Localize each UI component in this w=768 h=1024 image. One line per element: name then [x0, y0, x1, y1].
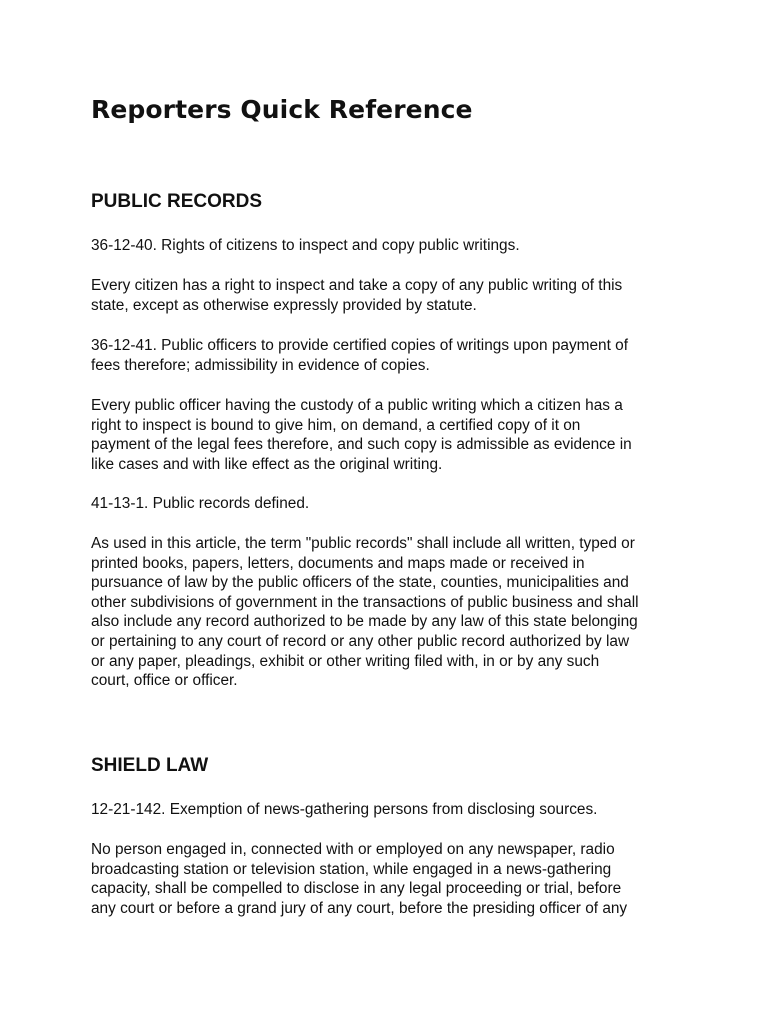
section-heading-public-records: PUBLIC RECORDS: [91, 191, 263, 212]
paragraph-line: other subdivisions of government in the transactions of public business and shall: [91, 593, 639, 611]
statute-title-41-13-1: [91, 494, 691, 514]
statute-title-12-21-142: [91, 800, 691, 820]
paragraph-line: or pertaining to any court of record or any other public record authorized by law: [91, 632, 630, 650]
paragraph-line: also include any record authorized to be made by any law of this state belonging: [91, 613, 638, 631]
paragraph-line: right to inspect is bound to give him, on demand, a certified copy of it on: [91, 416, 581, 434]
statute-text-36-12-41: [91, 396, 691, 474]
paragraph-line: No person engaged in, connected with or employed on any newspaper, radio: [91, 841, 615, 858]
paragraph-line: As used in this article, the term "public records" shall include all written, typed or: [91, 535, 635, 552]
section-heading-shield-law: SHIELD LAW: [91, 755, 209, 776]
statute-text-36-12-40: [91, 276, 691, 315]
paragraph-line: 41-13-1. Public records defined.: [91, 495, 310, 512]
statute-text-41-13-1: [91, 534, 691, 691]
statute-title-36-12-41: [91, 336, 691, 375]
statute-text-12-21-142: [91, 840, 691, 918]
paragraph-line: capacity, shall be compelled to disclose in any legal proceeding or trial, before: [91, 880, 622, 898]
paragraph-line: pursuance of law by the public officers of the state, counties, municipalities and: [91, 574, 629, 592]
paragraph-line: 12-21-142. Exemption of news-gathering persons from disclosing sources.: [91, 801, 598, 818]
paragraph-line: printed books, papers, letters, documents and maps made or received in: [91, 554, 585, 572]
paragraph-line: Every public officer having the custody of a public writing which a citizen has a: [91, 397, 623, 414]
paragraph-line: or any paper, pleadings, exhibit or other writing filed with, in or by any such: [91, 652, 600, 670]
statute-title-36-12-40: [91, 236, 691, 256]
paragraph-line: broadcasting station or television station, while engaged in a news-gathering: [91, 860, 612, 878]
paragraph-line: state, except as otherwise expressly provided by statute.: [91, 296, 477, 314]
paragraph-line: fees therefore; admissibility in evidence of copies.: [91, 356, 430, 374]
paragraph-line: 36-12-40. Rights of citizens to inspect and copy public writings.: [91, 237, 520, 254]
paragraph-line: any court or before a grand jury of any court, before the presiding officer of any: [91, 899, 628, 917]
paragraph-line: like cases and with like effect as the original writing.: [91, 455, 443, 473]
paragraph-line: payment of the legal fees therefore, and such copy is admissible as evidence in: [91, 436, 632, 454]
paragraph-line: 36-12-41. Public officers to provide certified copies of writings upon payment of: [91, 337, 628, 354]
paragraph-line: court, office or officer.: [91, 672, 238, 690]
paragraph-line: Every citizen has a right to inspect and take a copy of any public writing of this: [91, 277, 623, 294]
document-title: Reporters Quick Reference: [91, 95, 473, 124]
